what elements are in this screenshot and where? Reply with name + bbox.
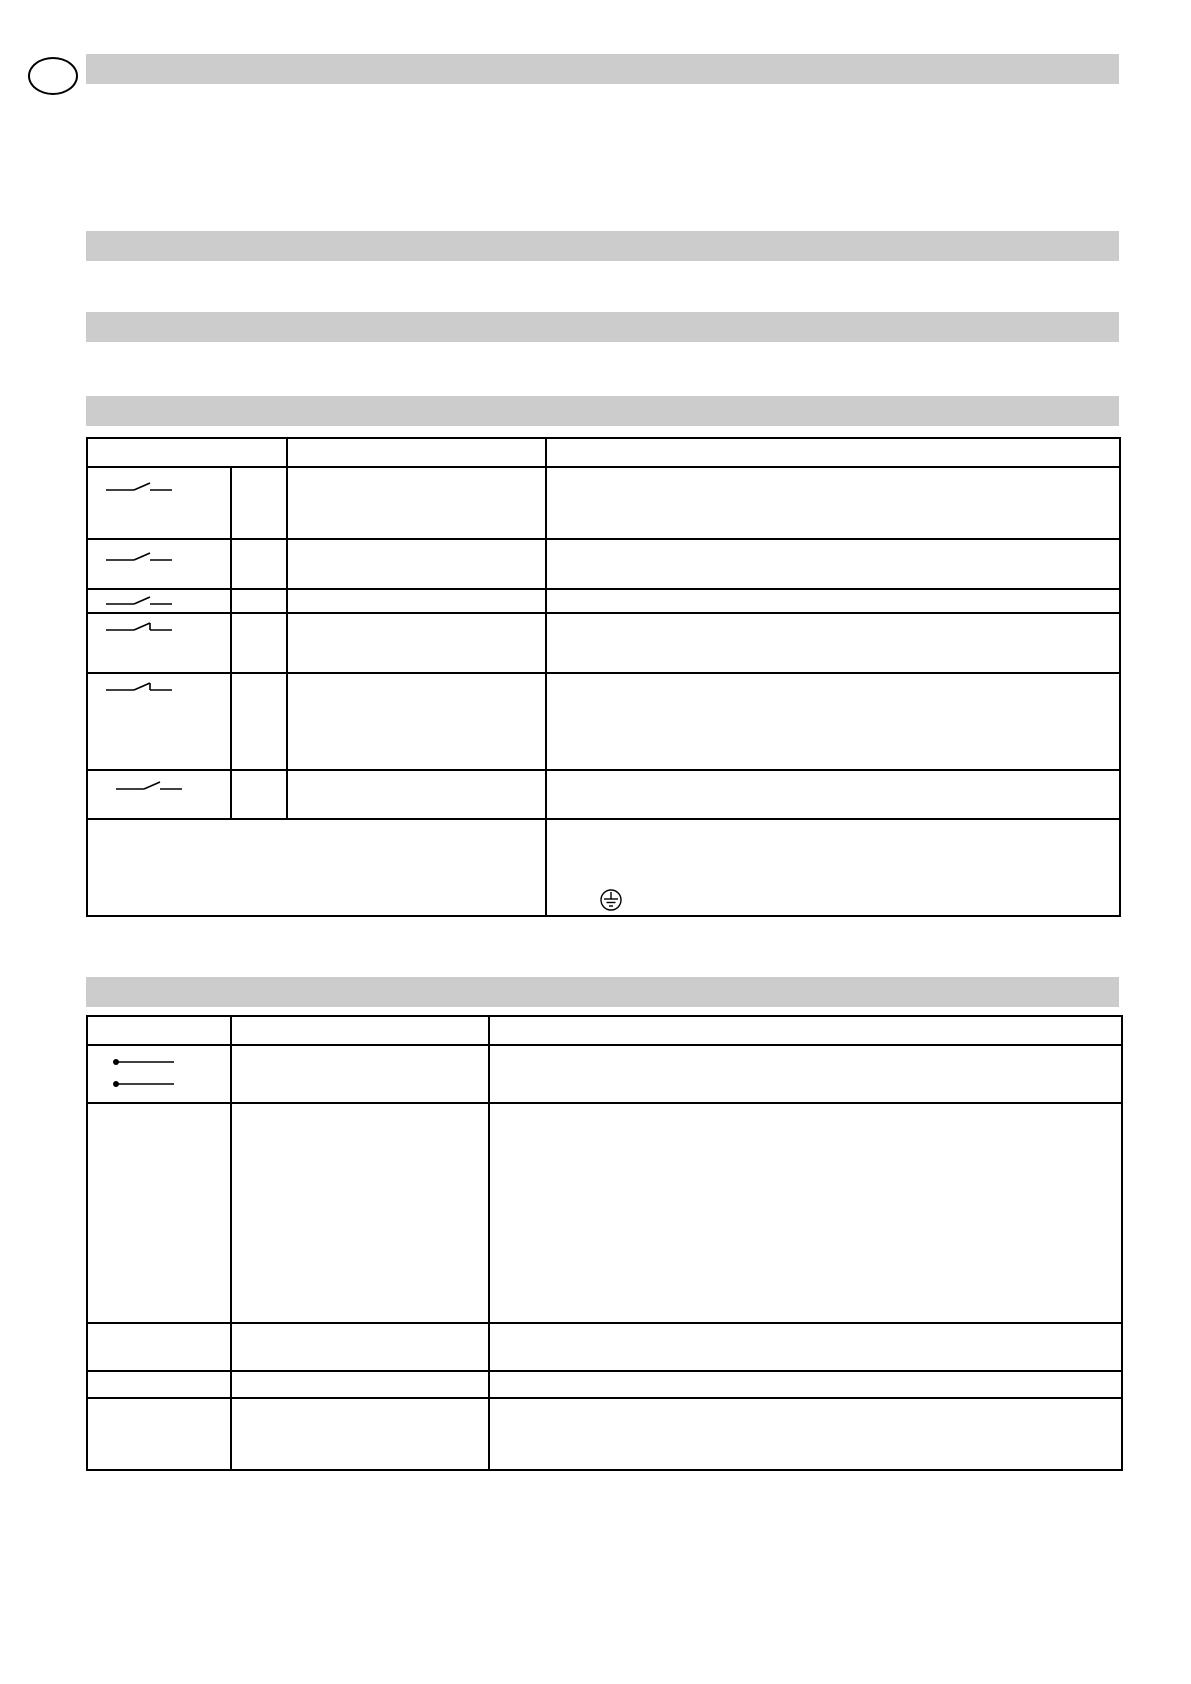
table-row [87, 1323, 1122, 1371]
terminal-table [86, 1015, 1123, 1471]
code-cell [231, 467, 287, 539]
symbol-cell [87, 1045, 231, 1103]
table-row [87, 673, 1120, 770]
label-cell [287, 539, 546, 589]
label-cell [231, 1371, 489, 1398]
header-cell-symbol [87, 438, 287, 467]
symbol-cell [87, 467, 231, 539]
section-bar-1 [86, 54, 1119, 84]
description-cell [546, 673, 1120, 770]
ground-symbol-icon [599, 888, 623, 912]
description-cell [546, 770, 1120, 819]
description-cell [546, 539, 1120, 589]
symbol-cell [87, 673, 231, 770]
symbol-cell [87, 589, 231, 613]
description-cell [546, 467, 1120, 539]
section-bar-5 [86, 977, 1119, 1007]
table-row [87, 1398, 1122, 1470]
header-cell-description [546, 438, 1120, 467]
label-cell [287, 613, 546, 673]
table-footer-row [87, 819, 1120, 916]
section-bar-4 [86, 396, 1119, 426]
table-row [87, 1103, 1122, 1323]
label-cell [231, 1398, 489, 1470]
code-cell [231, 589, 287, 613]
header-cell-label [287, 438, 546, 467]
symbol-cell [87, 1103, 231, 1323]
description-cell [489, 1323, 1122, 1371]
header-cell-label [231, 1016, 489, 1045]
section-bar-2 [86, 231, 1119, 261]
footer-right-cell [546, 819, 1120, 916]
description-cell [489, 1045, 1122, 1103]
description-cell [546, 589, 1120, 613]
symbol-cell [87, 770, 231, 819]
header-cell-description [489, 1016, 1122, 1045]
label-cell [231, 1045, 489, 1103]
switch-step-icon [88, 614, 232, 644]
footer-left-cell [87, 819, 546, 916]
symbol-cell [87, 539, 231, 589]
symbol-cell [87, 1323, 231, 1371]
table-row [87, 589, 1120, 613]
switch-no-icon [88, 590, 232, 610]
table-header-row [87, 438, 1120, 467]
label-cell [287, 589, 546, 613]
two-wire-terminal-icon [88, 1046, 232, 1102]
label-cell [287, 467, 546, 539]
code-cell [231, 770, 287, 819]
label-cell [287, 673, 546, 770]
switch-symbol-table [86, 437, 1121, 917]
description-cell [546, 613, 1120, 673]
table-header-row [87, 1016, 1122, 1045]
code-cell [231, 539, 287, 589]
table-row [87, 1045, 1122, 1103]
code-cell [231, 673, 287, 770]
label-cell [231, 1323, 489, 1371]
language-badge [28, 57, 78, 95]
symbol-cell [87, 1371, 231, 1398]
table-row [87, 467, 1120, 539]
symbol-cell [87, 1398, 231, 1470]
switch-no-icon [88, 540, 232, 574]
switch-step-icon [88, 674, 232, 704]
header-cell-symbol [87, 1016, 231, 1045]
code-cell [231, 613, 287, 673]
label-cell [287, 770, 546, 819]
switch-no-icon [88, 468, 232, 508]
symbol-cell [87, 613, 231, 673]
label-cell [231, 1103, 489, 1323]
description-cell [489, 1398, 1122, 1470]
table-row [87, 1371, 1122, 1398]
table-row [87, 539, 1120, 589]
table-row [87, 770, 1120, 819]
table-row [87, 613, 1120, 673]
description-cell [489, 1371, 1122, 1398]
description-cell [489, 1103, 1122, 1323]
section-bar-3 [86, 312, 1119, 342]
switch-no-icon [88, 771, 232, 801]
